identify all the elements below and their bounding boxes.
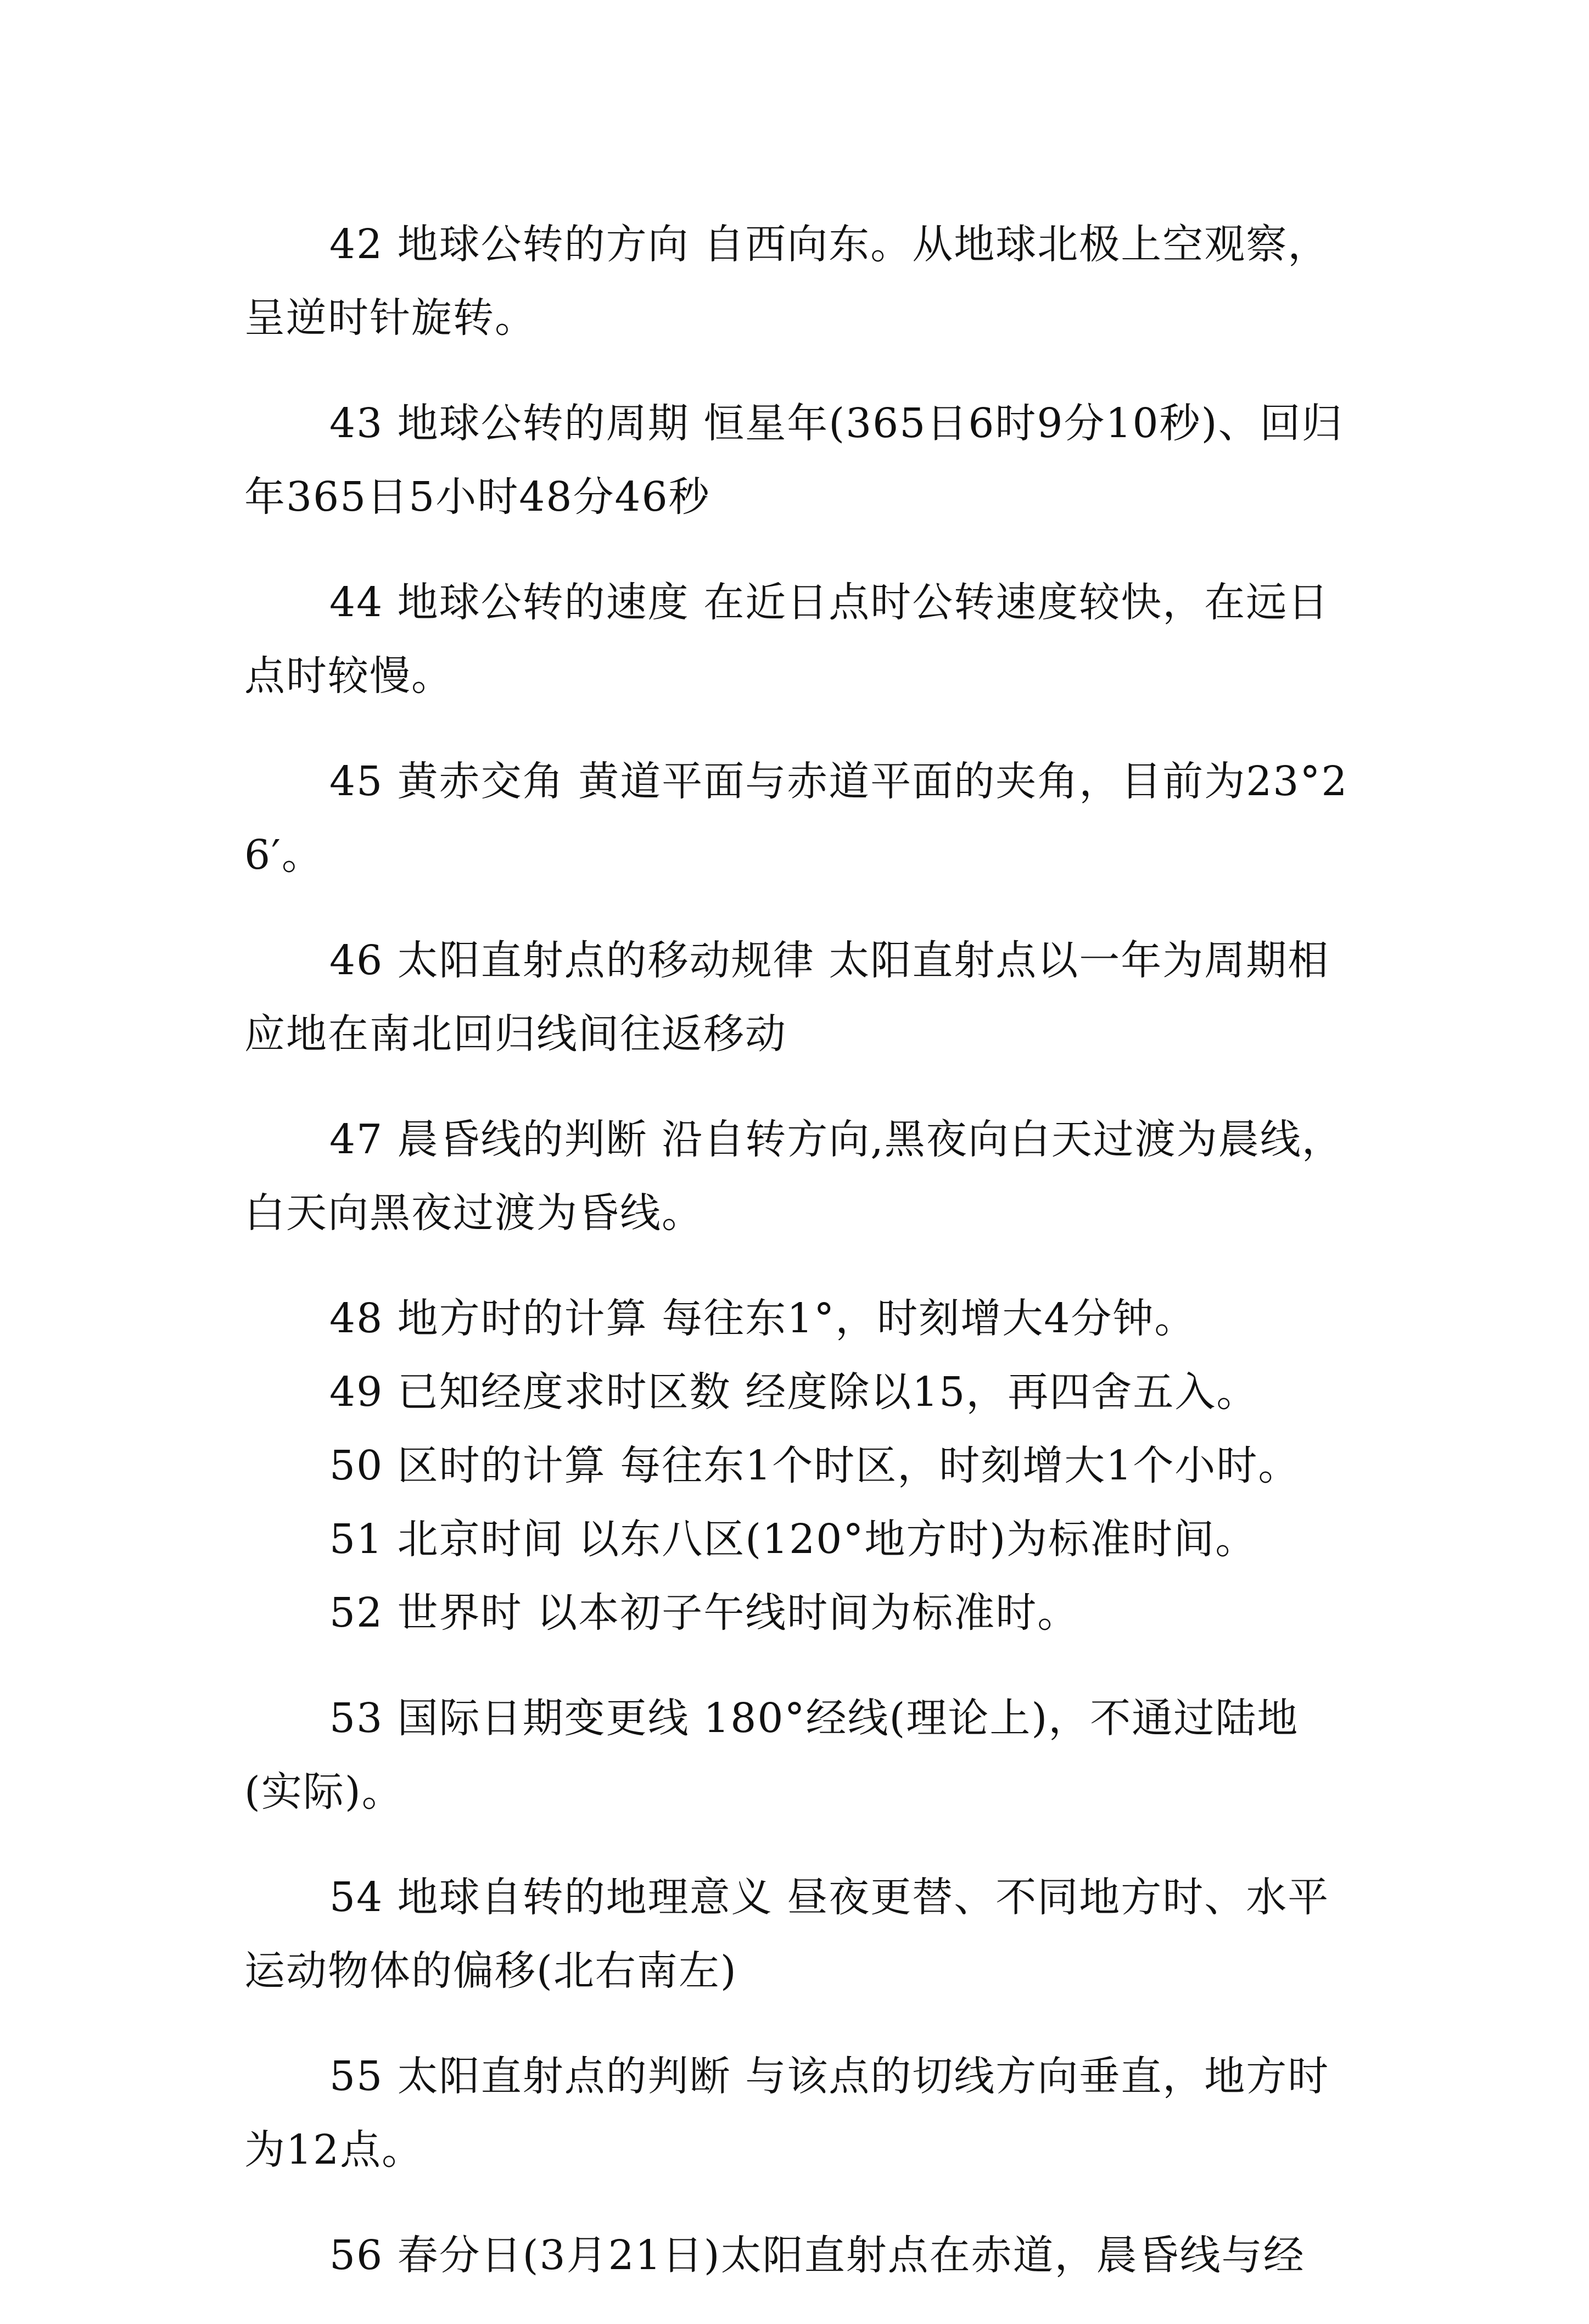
paragraph-44: 44 地球公转的速度 在近日点时公转速度较快，在远日点时较慢。 [244, 579, 1330, 700]
paragraph-47: 47 晨昏线的判断 沿自转方向,黑夜向白天过渡为晨线，白天向黑夜过渡为昏线。 [244, 1116, 1344, 1237]
paragraph-45: 45 黄赤交角 黄道平面与赤道平面的夹角，目前为23°26′。 [244, 758, 1349, 879]
paragraph-53: 53 国际日期变更线 180°经线(理论上)，不通过陆地(实际)。 [244, 1695, 1299, 1815]
paragraph-49: 49 已知经度求时区数 经度除以15，再四舍五入。 [329, 1368, 1258, 1416]
paragraph-50: 50 区时的计算 每往东1个时区，时刻增大1个小时。 [329, 1442, 1300, 1489]
paragraph-43: 43 地球公转的周期 恒星年(365日6时9分10秒)、回归年365日5小时48分46秒 [244, 400, 1344, 521]
paragraph-55: 55 太阳直射点的判断 与该点的切线方向垂直，地方时为12点。 [244, 2053, 1330, 2174]
paragraph-42: 42 地球公转的方向 自西向东。从地球北极上空观察，呈逆时针旋转。 [244, 221, 1330, 342]
paragraph-46: 46 太阳直射点的移动规律 太阳直射点以一年为周期相应地在南北回归线间往返移动 [244, 937, 1330, 1058]
paragraph-54: 54 地球自转的地理意义 昼夜更替、不同地方时、水平运动物体的偏移(北右南左) [244, 1874, 1330, 1995]
paragraph-51: 51 北京时间 以东八区(120°地方时)为标准时间。 [329, 1516, 1257, 1563]
paragraph-52: 52 世界时 以本初子午线时间为标准时。 [329, 1589, 1079, 1636]
paragraph-56: 56 春分日(3月21日)太阳直射点在赤道，晨昏线与经 [329, 2232, 1305, 2279]
document-body [244, 208, 1353, 2324]
paragraph-48: 48 地方时的计算 每往东1°，时刻增大4分钟。 [329, 1295, 1196, 1342]
